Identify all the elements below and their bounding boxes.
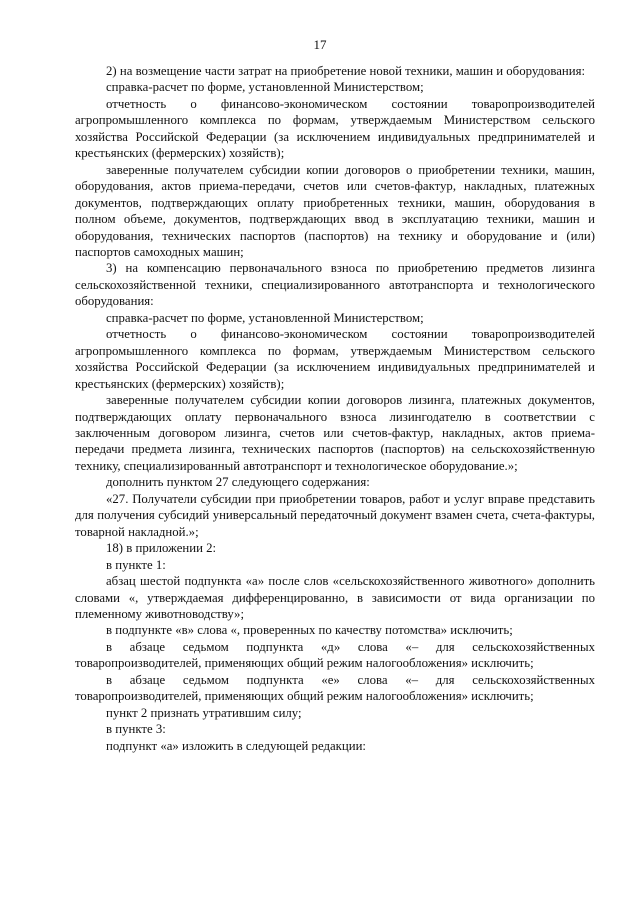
paragraph-financial-reporting: отчетность о финансово-экономическом состоянии товаропроизводителей агропромышленного комплекса по формам, утверждаемым Министерством сельского хозяйства Российской Федерации (за исключением индивидуальных предпринимателей и крестьянских (фермерских) хозяйств); (75, 96, 595, 161)
paragraph-item-2: 2) на возмещение части затрат на приобретение новой техники, машин и оборудования: (106, 64, 586, 78)
page-number: 17 (313, 37, 327, 52)
paragraph-item-27-text: «27. Получатели субсидии при приобретении товаров, работ и услуг вправе представить для получения субсидий универсальный передаточный документ взамен счета, счета-фактуры, товарной накладной.»; (75, 491, 595, 539)
paragraph-item-3: 3) на компенсацию первоначального взноса по приобретению предметов лизинга сельскохозяйственной техники, специализированного автотранспорта и технологического оборудования: (75, 261, 595, 309)
paragraph-item-18: 18) в приложении 2: (106, 541, 217, 556)
paragraph-subitem-e-amendment: в абзаце седьмом подпункта «е» слова «– для сельскохозяйственных товаропроизводителей, применяющих общий режим налогообложения» исключить; (75, 672, 595, 704)
paragraph-subitem-a-amendment: абзац шестой подпункта «а» после слов «сельскохозяйственного животного» дополнить словами «, утверждаемая дифференцированно, в зависимости от вида организации по племенному животноводству»; (75, 574, 595, 621)
paragraph-point-2-repealed: пункт 2 признать утратившим силу; (106, 705, 302, 720)
paragraph-calculation-certificate-2: справка-расчет по форме, установленной Министерством; (106, 310, 424, 325)
paragraph-certified-contract-copies: заверенные получателем субсидии копии договоров о приобретении техники, машин, оборудования, актов приема-передачи, счетов или счетов-фактур, накладных, платежных документов, подтверждающих оплату приобретенных техники, машин, оборудования в полном объеме, документов, подтверждающих ввод в эксплуатацию техники, машин и оборудования, технических паспортов (паспортов) на технику и оборудование и (или) паспортов самоходных машин; (75, 162, 595, 259)
paragraph-in-point-1: в пункте 1: (106, 557, 166, 572)
document-body (75, 63, 595, 754)
paragraph-subitem-d-amendment: в абзаце седьмом подпункта «д» слова «– для сельскохозяйственных товаропроизводителей, применяющих общий режим налогообложения» исключить; (75, 639, 595, 671)
paragraph-subitem-v-amendment: в подпункте «в» слова «, проверенных по качеству потомства» исключить; (106, 623, 513, 638)
paragraph-add-item-27: дополнить пунктом 27 следующего содержания: (106, 475, 370, 490)
paragraph-in-point-3: в пункте 3: (106, 722, 166, 737)
paragraph-financial-reporting-2: отчетность о финансово-экономическом состоянии товаропроизводителей агропромышленного комплекса по формам, утверждаемым Министерством сельского хозяйства Российской Федерации (за исключением индивидуальных предпринимателей и крестьянских (фермерских) хозяйств); (75, 327, 595, 391)
paragraph-calculation-certificate: справка-расчет по форме, установленной Министерством; (106, 80, 424, 95)
paragraph-subitem-a-new-wording: подпункт «а» изложить в следующей редакции: (106, 738, 366, 753)
paragraph-leasing-contract-copies: заверенные получателем субсидии копии договоров лизинга, платежных документов, подтверждающих оплату первоначального взноса лизингодателю в соответствии с заключенным договором лизинга, счетов или счетов-фактур, накладных, актов приема-передачи предмета лизинга, технических паспортов (паспортов) на сельскохозяйственную технику, специализированный автотранспорт и технологическое оборудование.»; (75, 393, 595, 473)
